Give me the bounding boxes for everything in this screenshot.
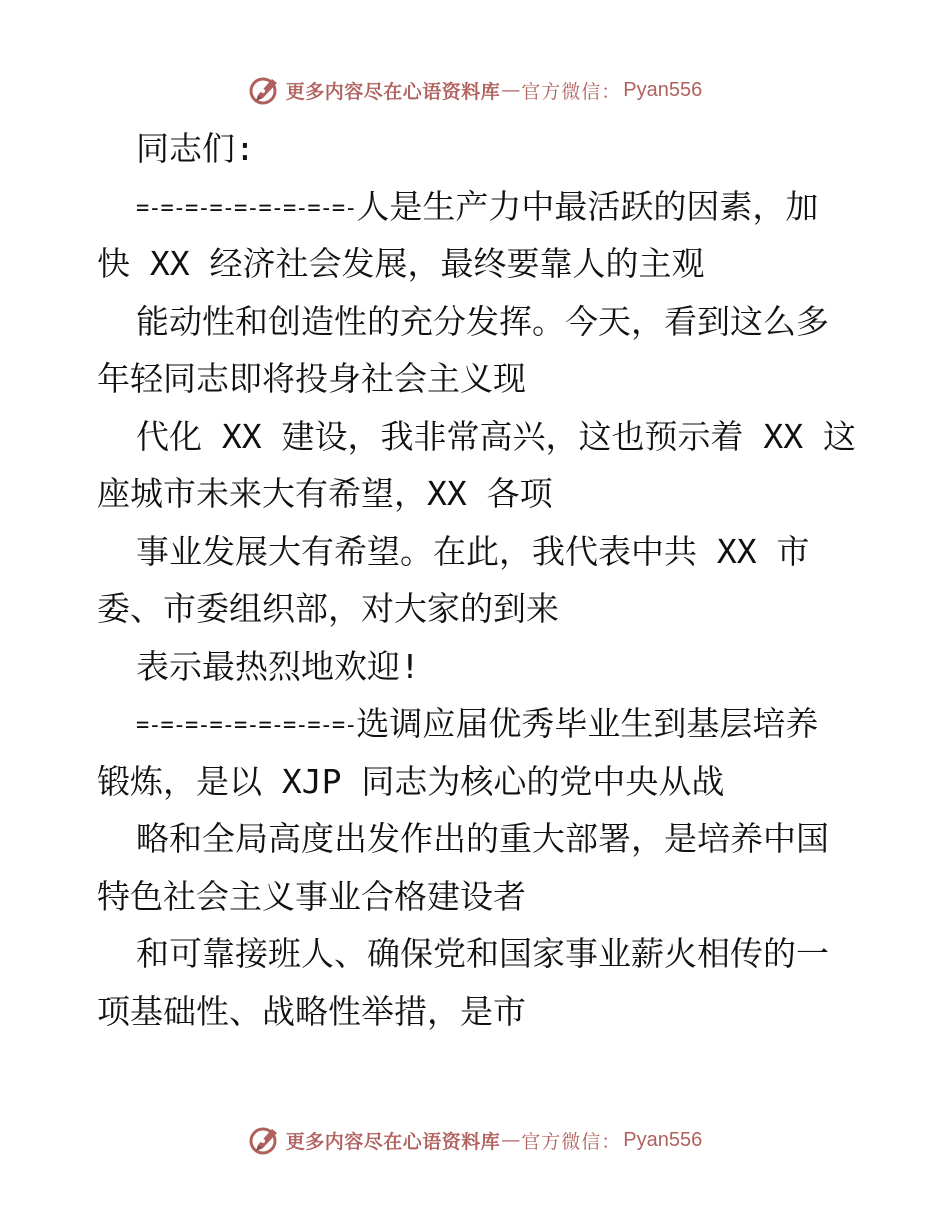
text-line: [97, 810, 867, 868]
text-line: [97, 580, 867, 638]
banner-official-label: 官方微信：: [521, 80, 622, 103]
paragraph-marker: =-=-=-=-=-=-=-=-=-: [136, 713, 357, 738]
text-line: [97, 753, 867, 811]
line-text: 表示最热烈地欢迎!: [136, 646, 420, 686]
line-text: 能动性和创造性的充分发挥。今天，看到这么多: [136, 301, 829, 341]
text-line: [97, 925, 867, 983]
line-text: 事业发展大有希望。在此，我代表中共 XX 市: [136, 531, 810, 571]
banner-official-label: 官方微信：: [521, 1130, 622, 1153]
line-text: 选调应届优秀毕业生到基层培养: [356, 704, 819, 743]
paragraph-marker: =-=-=-=-=-=-=-=-=-: [136, 195, 357, 221]
text-line: [97, 465, 867, 523]
text-line: [97, 695, 867, 753]
line-text: 委、市委组织部，对大家的到来: [97, 589, 559, 628]
text-line: [97, 983, 867, 1041]
banner-wechat-id: Pyan556: [623, 78, 703, 101]
text-line: [97, 868, 867, 926]
line-text: 锻炼，是以 XJP 同志为核心的党中央从战: [97, 761, 725, 801]
line-text: 略和全局高度出发作出的重大部署，是培养中国: [136, 819, 829, 858]
banner-main-text: 更多内容尽在心语资料库: [285, 1130, 501, 1153]
line-text: 代化 XX 建设，我非常高兴，这也预示着 XX 这: [136, 416, 856, 456]
line-text: 同志们:: [136, 129, 255, 168]
line-text: 和可靠接班人、确保党和国家事业薪火相传的一: [136, 934, 829, 973]
banner-main-text: 更多内容尽在心语资料库: [285, 80, 501, 103]
document-body: [97, 120, 867, 1040]
text-line: [97, 350, 867, 408]
line-text: 特色社会主义事业合格建设者: [97, 876, 526, 916]
pen-nib-circle-icon: [248, 1123, 282, 1157]
banner-separator: —: [501, 79, 521, 101]
line-text: 年轻同志即将投身社会主义现: [97, 359, 526, 398]
text-line: [97, 523, 867, 581]
banner-wechat-id: Pyan556: [623, 1128, 703, 1151]
text-line: [97, 120, 867, 178]
banner-separator: —: [501, 1129, 521, 1151]
text-line: [97, 408, 867, 466]
line-text: 人是生产力中最活跃的因素，加: [356, 186, 819, 226]
header-banner: [0, 70, 950, 110]
footer-banner: [0, 1120, 950, 1160]
text-line: [97, 638, 867, 696]
text-line: [97, 178, 867, 236]
line-text: 座城市未来大有希望，XX 各项: [97, 474, 553, 513]
pen-nib-circle-icon: [248, 73, 282, 107]
text-line: [97, 235, 867, 293]
line-text: 快 XX 经济社会发展，最终要靠人的主观: [97, 244, 705, 283]
line-text: 项基础性、战略性举措，是市: [97, 991, 526, 1031]
text-line: [97, 293, 867, 351]
